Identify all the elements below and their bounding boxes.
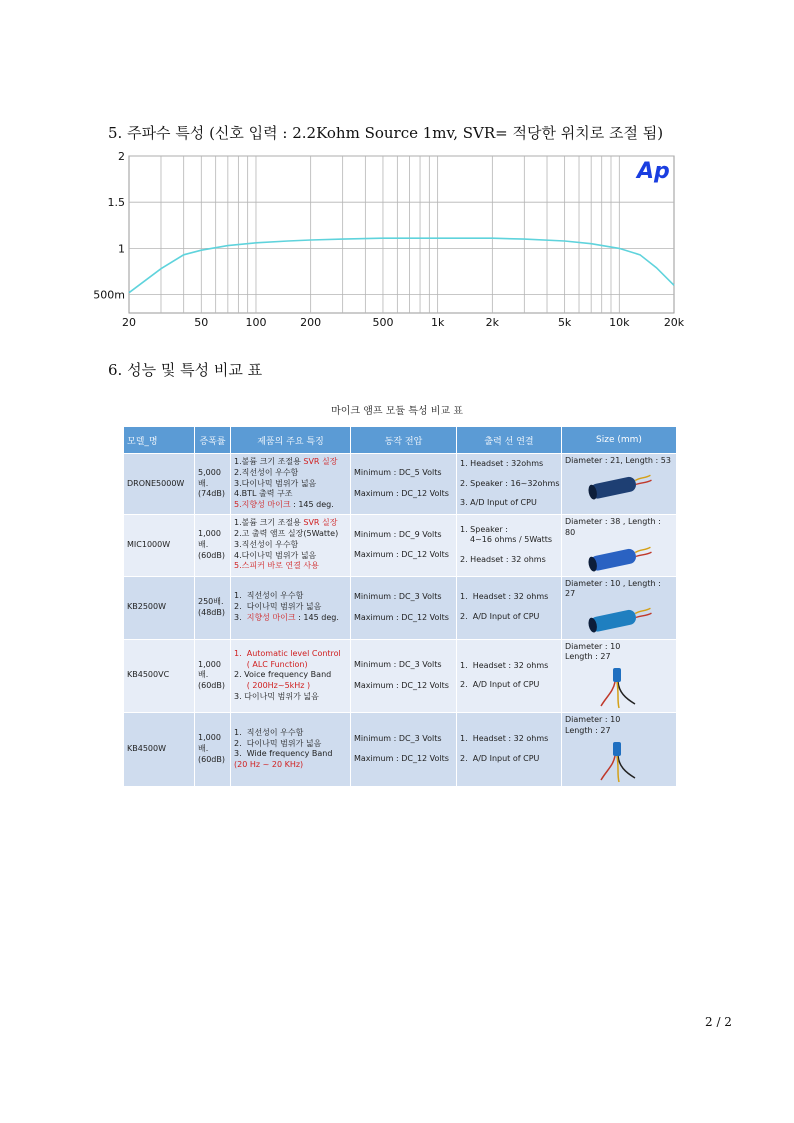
gain-line: (74dB) bbox=[198, 489, 225, 499]
feature-text: 4.다이나믹 범위가 넓음 bbox=[234, 550, 317, 560]
table-row bbox=[124, 576, 677, 639]
voltage-line: Minimum : DC_3 Volts bbox=[354, 660, 442, 670]
feature-text: 3. Wide frequency Band bbox=[234, 749, 333, 759]
chart-x-tick-labels bbox=[122, 316, 685, 329]
feature-text: 3. bbox=[234, 612, 247, 622]
chart-plot-area bbox=[129, 156, 674, 313]
ap-logo: Ap bbox=[637, 159, 670, 184]
chart-y-tick-labels bbox=[93, 150, 125, 302]
x-tick-label: 20k bbox=[663, 316, 685, 329]
output-line: 1. Headset : 32ohms bbox=[460, 458, 544, 468]
size-cell bbox=[562, 454, 677, 515]
highlight-text: (20 Hz ~ 20 KHz) bbox=[234, 760, 304, 770]
voltage-line: Maximum : DC_12 Volts bbox=[354, 612, 449, 622]
highlight-text: 지향성 마이크 bbox=[246, 612, 296, 622]
y-tick-label: 2 bbox=[118, 150, 125, 163]
feature-text bbox=[234, 681, 247, 690]
gain-line: 1,000배. bbox=[198, 659, 221, 680]
feature-text: 1.볼륨 크기 조절용 bbox=[234, 457, 304, 466]
features-cell bbox=[231, 515, 351, 577]
feature-text: 2. Voice frequency Band bbox=[234, 670, 332, 680]
output-line: 4~16 ohms / 5Watts bbox=[470, 535, 553, 545]
feature-line bbox=[234, 749, 347, 760]
output-cell bbox=[457, 713, 562, 787]
x-tick-label: 1k bbox=[430, 316, 445, 329]
output-line: 1. Headset : 32 ohms bbox=[460, 592, 549, 602]
feature-text: 2. 다이나믹 범위가 넓음 bbox=[234, 738, 322, 748]
header-size: Size (mm) bbox=[562, 427, 677, 454]
feature-text: 1. 직선성이 우수함 bbox=[234, 591, 304, 601]
y-tick-label: 1 bbox=[118, 242, 125, 256]
features-cell bbox=[231, 639, 351, 713]
output-cell bbox=[457, 454, 562, 515]
gain-line: 1,000배. bbox=[198, 733, 221, 754]
product-image bbox=[584, 603, 654, 635]
gain-cell bbox=[195, 454, 231, 515]
voltage-line: Minimum : DC_3 Volts bbox=[354, 591, 442, 601]
voltage-cell bbox=[351, 639, 457, 713]
feature-line bbox=[234, 739, 347, 750]
feature-line bbox=[234, 529, 347, 540]
voltage-line: Maximum : DC_12 Volts bbox=[354, 680, 449, 690]
feature-line bbox=[234, 728, 347, 739]
y-tick-label: 1.5 bbox=[107, 196, 125, 210]
x-tick-label: 200 bbox=[300, 316, 322, 329]
feature-text: 3. 다이나믹 범위가 넓음 bbox=[234, 692, 319, 702]
voltage-line: Minimum : DC_3 Volts bbox=[354, 733, 442, 743]
voltage-line: Minimum : DC_9 Volts bbox=[354, 529, 442, 539]
gain-line: 250배. bbox=[198, 596, 224, 606]
header-model: 모델_명 bbox=[124, 427, 195, 454]
model-cell: KB2500W bbox=[124, 576, 195, 639]
gain-line: 1,000배. bbox=[198, 529, 221, 549]
voltage-line: Maximum : DC_12 Volts bbox=[354, 754, 449, 764]
header-output: 출력 선 연결 bbox=[457, 427, 562, 454]
section-6-title: 6. 성능 및 특성 비교 표 bbox=[108, 361, 263, 379]
output-cell bbox=[457, 639, 562, 713]
x-tick-label: 500 bbox=[372, 316, 394, 329]
output-line: 2. A/D Input of CPU bbox=[460, 680, 540, 690]
highlight-text: SVR 실장 bbox=[303, 457, 338, 466]
highlight-text: 1. Automatic level Control bbox=[234, 648, 341, 658]
gain-cell bbox=[195, 639, 231, 713]
size-text: Diameter : 10 Length : 27 bbox=[565, 715, 621, 735]
table-row bbox=[124, 515, 677, 577]
feature-line bbox=[234, 613, 347, 624]
feature-text: 1. 직선성이 우수함 bbox=[234, 727, 304, 737]
output-line: 2. Headset : 32 ohms bbox=[460, 555, 546, 565]
feature-line bbox=[234, 500, 347, 511]
feature-line bbox=[234, 760, 347, 771]
feature-text: 2. 다이나믹 범위가 넓음 bbox=[234, 602, 322, 612]
x-tick-label: 20 bbox=[122, 316, 136, 329]
gain-cell bbox=[195, 576, 231, 639]
feature-line bbox=[234, 479, 347, 490]
model-cell: KB4500W bbox=[124, 713, 195, 787]
x-tick-label: 2k bbox=[485, 316, 500, 329]
feature-line bbox=[234, 591, 347, 602]
size-text: Diameter : 38 , Length : 80 bbox=[565, 517, 661, 537]
feature-text: 4.BTL 출력 구조 bbox=[234, 489, 293, 499]
gain-line: 5,000배. bbox=[198, 467, 221, 488]
section-5-title: 5. 주파수 특성 (신호 입력 : 2.2Kohm Source 1mv, SVR= 적당한 위치로 조절 됨) bbox=[108, 124, 664, 142]
size-cell bbox=[562, 576, 677, 639]
output-line: 1. Headset : 32 ohms bbox=[460, 660, 549, 670]
highlight-text: ( 200Hz~5kHz ) bbox=[246, 681, 311, 691]
feature-text: 3.직선성이 우수함 bbox=[234, 539, 299, 549]
feature-line bbox=[234, 692, 347, 703]
gain-line: (48dB) bbox=[198, 607, 225, 617]
feature-text: 2.고 출력 앰프 실장(5Watte) bbox=[234, 529, 339, 539]
feature-line bbox=[234, 660, 347, 671]
voltage-line: Minimum : DC_5 Volts bbox=[354, 468, 442, 478]
x-tick-label: 100 bbox=[245, 316, 267, 329]
size-text: Diameter : 10 , Length : 27 bbox=[565, 578, 661, 599]
feature-line bbox=[234, 670, 347, 681]
feature-line bbox=[234, 649, 347, 660]
table-row bbox=[124, 454, 677, 515]
output-cell bbox=[457, 576, 562, 639]
voltage-line: Maximum : DC_12 Volts bbox=[354, 489, 449, 498]
output-line: 2. Speaker : 16~32ohms bbox=[460, 478, 560, 488]
gain-cell bbox=[195, 515, 231, 577]
highlight-text: 5.지향성 마이크 bbox=[234, 500, 291, 510]
feature-line bbox=[234, 551, 347, 562]
output-line: 3. A/D Input of CPU bbox=[460, 498, 537, 508]
output-line: 1. Speaker : bbox=[460, 524, 508, 534]
table-caption: 마이크 앰프 모듈 특성 비교 표 bbox=[331, 406, 463, 417]
gain-line: (60dB) bbox=[198, 550, 225, 560]
voltage-cell bbox=[351, 515, 457, 577]
size-cell bbox=[562, 713, 677, 787]
feature-line bbox=[234, 561, 347, 572]
x-tick-label: 50 bbox=[194, 316, 209, 329]
product-image bbox=[597, 740, 641, 784]
x-tick-label: 5k bbox=[557, 316, 572, 329]
product-image bbox=[597, 666, 641, 710]
comparison-table bbox=[123, 426, 677, 787]
output-line: 1. Headset : 32 ohms bbox=[460, 734, 549, 744]
highlight-text: SVR 실장 bbox=[303, 518, 338, 528]
header-features: 제품의 주요 특징 bbox=[231, 427, 351, 454]
table-row bbox=[124, 713, 677, 787]
size-text: Diameter : 10 Length : 27 bbox=[565, 641, 621, 662]
feature-line bbox=[234, 681, 347, 692]
table-row bbox=[124, 639, 677, 713]
feature-text: : 145 deg. bbox=[290, 500, 334, 510]
voltage-cell bbox=[351, 576, 457, 639]
features-cell bbox=[231, 713, 351, 787]
feature-text: 1.볼륨 크기 조절용 bbox=[234, 518, 304, 528]
header-voltage: 동작 전압 bbox=[351, 427, 457, 454]
feature-line bbox=[234, 457, 347, 468]
features-cell bbox=[231, 576, 351, 639]
gain-line: (60dB) bbox=[198, 754, 225, 764]
voltage-cell bbox=[351, 454, 457, 515]
x-tick-label: 10k bbox=[609, 316, 630, 329]
page-number: 2 / 2 bbox=[705, 1015, 732, 1029]
feature-text: 3.다이나믹 범위가 넓음 bbox=[234, 478, 317, 488]
feature-line bbox=[234, 489, 347, 500]
highlight-text: ( ALC Function) bbox=[234, 659, 308, 669]
feature-line bbox=[234, 518, 347, 529]
feature-line bbox=[234, 602, 347, 613]
output-line: 2. A/D Input of CPU bbox=[460, 753, 540, 763]
feature-line bbox=[234, 540, 347, 551]
size-cell bbox=[562, 639, 677, 713]
comparison-table-body bbox=[124, 454, 677, 787]
features-cell bbox=[231, 454, 351, 515]
voltage-cell bbox=[351, 713, 457, 787]
model-cell: KB4500VC bbox=[124, 639, 195, 713]
y-tick-label: 500m bbox=[93, 288, 125, 302]
model-cell: DRONE5000W bbox=[124, 454, 195, 515]
product-image bbox=[584, 542, 654, 574]
product-image bbox=[584, 470, 654, 502]
size-text: Diameter : 21, Length : 53 bbox=[565, 456, 671, 465]
feature-line bbox=[234, 468, 347, 479]
frequency-response-chart bbox=[0, 0, 794, 340]
feature-text: 2.직선성이 우수함 bbox=[234, 467, 299, 477]
size-cell bbox=[562, 515, 677, 577]
output-line: 2. A/D Input of CPU bbox=[460, 612, 540, 622]
gain-cell bbox=[195, 713, 231, 787]
model-cell: MIC1000W bbox=[124, 515, 195, 577]
gain-line: (60dB) bbox=[198, 681, 225, 691]
highlight-text: 5.스피커 바로 연결 사용 bbox=[234, 561, 319, 571]
output-cell bbox=[457, 515, 562, 577]
header-gain: 증폭률 bbox=[195, 427, 231, 454]
feature-text: : 145 deg. bbox=[295, 612, 339, 622]
voltage-line: Maximum : DC_12 Volts bbox=[354, 550, 449, 560]
